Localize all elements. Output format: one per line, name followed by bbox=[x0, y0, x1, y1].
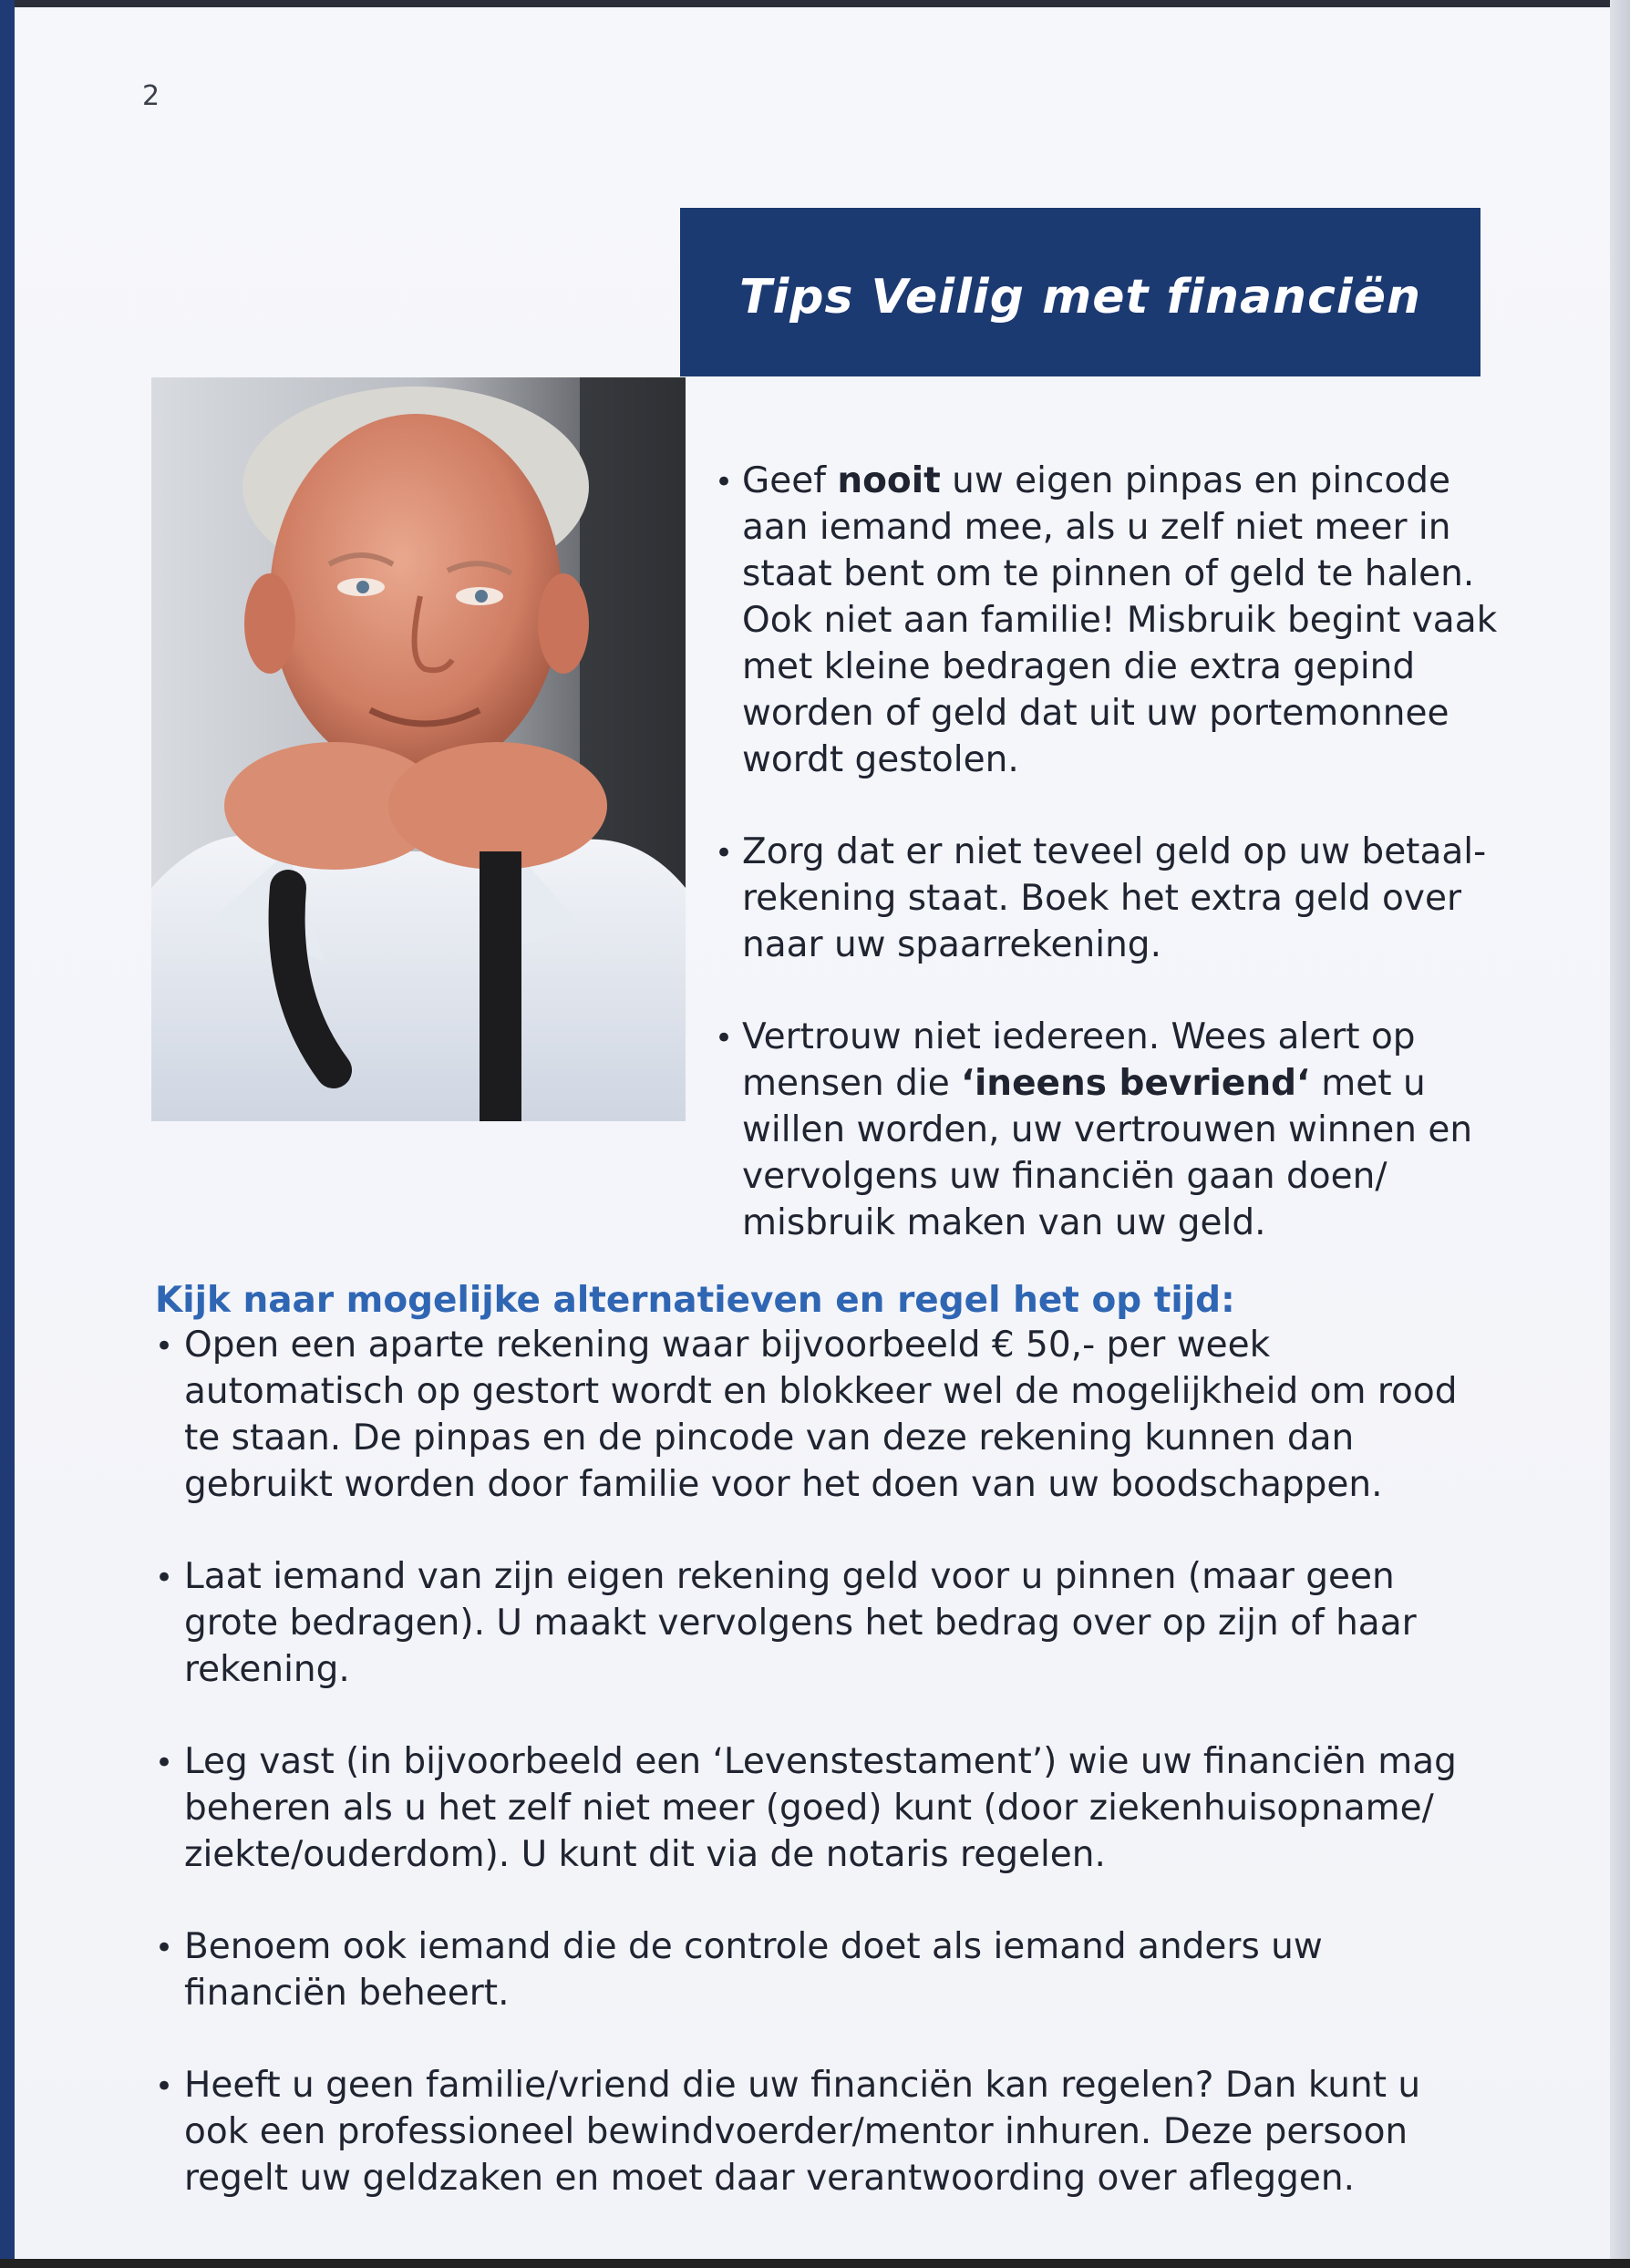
page-number: 2 bbox=[142, 80, 160, 112]
alternative-item-4: • Benoem ook iemand die de controle doet als iemand anders uw financiën beheert. bbox=[155, 1923, 1495, 2016]
alternatives-list bbox=[155, 1322, 1495, 2247]
tip-item-3 bbox=[715, 1014, 1499, 1246]
tip-text: uw eigen pinpas en pincode aan iemand mee, als u zelf niet meer in staat bent om te pinnen of geld te halen. Ook niet aan familie! Misbruik begint vaak met kleine bedragen die extra gepind worden of geld dat uit uw portemonnee wordt gestolen. bbox=[742, 460, 1498, 780]
page-edge-right bbox=[1610, 0, 1630, 2268]
title-banner bbox=[680, 208, 1480, 376]
tip-text: Zorg dat er niet teveel geld op uw betaal-rekening staat. Boek het extra geld over naar uw spaarrekening. bbox=[742, 831, 1487, 965]
tip-item-1 bbox=[715, 458, 1499, 783]
page-edge-bottom bbox=[0, 2259, 1630, 2268]
tip-emphasis: nooit bbox=[837, 460, 941, 501]
tip-text: Geef bbox=[742, 460, 838, 501]
alternative-item-1: • Open een aparte rekening waar bijvoorbeeld € 50,- per week automatisch op gestort wordt en blokkeer wel de mogelijkheid om rood te staan. De pinpas en de pincode van deze rekening kunnen dan gebruikt worden door familie voor het doen van uw boodschappen. bbox=[155, 1322, 1495, 1508]
photo-illustration bbox=[151, 377, 686, 1121]
alternative-item-5: • Heeft u geen familie/vriend die uw financiën kan regelen? Dan kunt u ook een professioneel bewindvoerder/mentor inhuren. Deze persoon regelt uw geldzaken en moet daar verantwoording over afleggen. bbox=[155, 2062, 1495, 2201]
tip-item-2 bbox=[715, 829, 1499, 968]
tip-text: met u willen worden, uw vertrouwen winnen en vervolgens uw financiën gaan doen/ misbruik maken van uw geld. bbox=[742, 1063, 1473, 1243]
elderly-man-photo bbox=[151, 377, 686, 1121]
page-edge-left bbox=[0, 0, 15, 2268]
alternative-item-2: • Laat iemand van zijn eigen rekening geld voor u pinnen (maar geen grote bedragen). U maakt vervolgens het bedrag over op zijn of haar rekening. bbox=[155, 1553, 1495, 1693]
tips-list bbox=[715, 458, 1499, 1292]
alternatives-heading: Kijk naar mogelijke alternatieven en regel het op tijd: bbox=[155, 1280, 1235, 1321]
alternative-item-3: • Leg vast (in bijvoorbeeld een ‘Levenstestament’) wie uw financiën mag beheren als u het zelf niet meer (goed) kunt (door ziekenhuisopname/ ziekte/ouderdom). U kunt dit via de notaris regelen. bbox=[155, 1738, 1495, 1878]
tip-emphasis: ‘ineens bevriend‘ bbox=[961, 1063, 1310, 1104]
page-title: Tips Veilig met financiën bbox=[738, 270, 1422, 325]
page-edge-top bbox=[0, 0, 1630, 7]
tip-text: Vertrouw niet iedereen. Wees alert op mensen die bbox=[742, 1016, 1416, 1104]
